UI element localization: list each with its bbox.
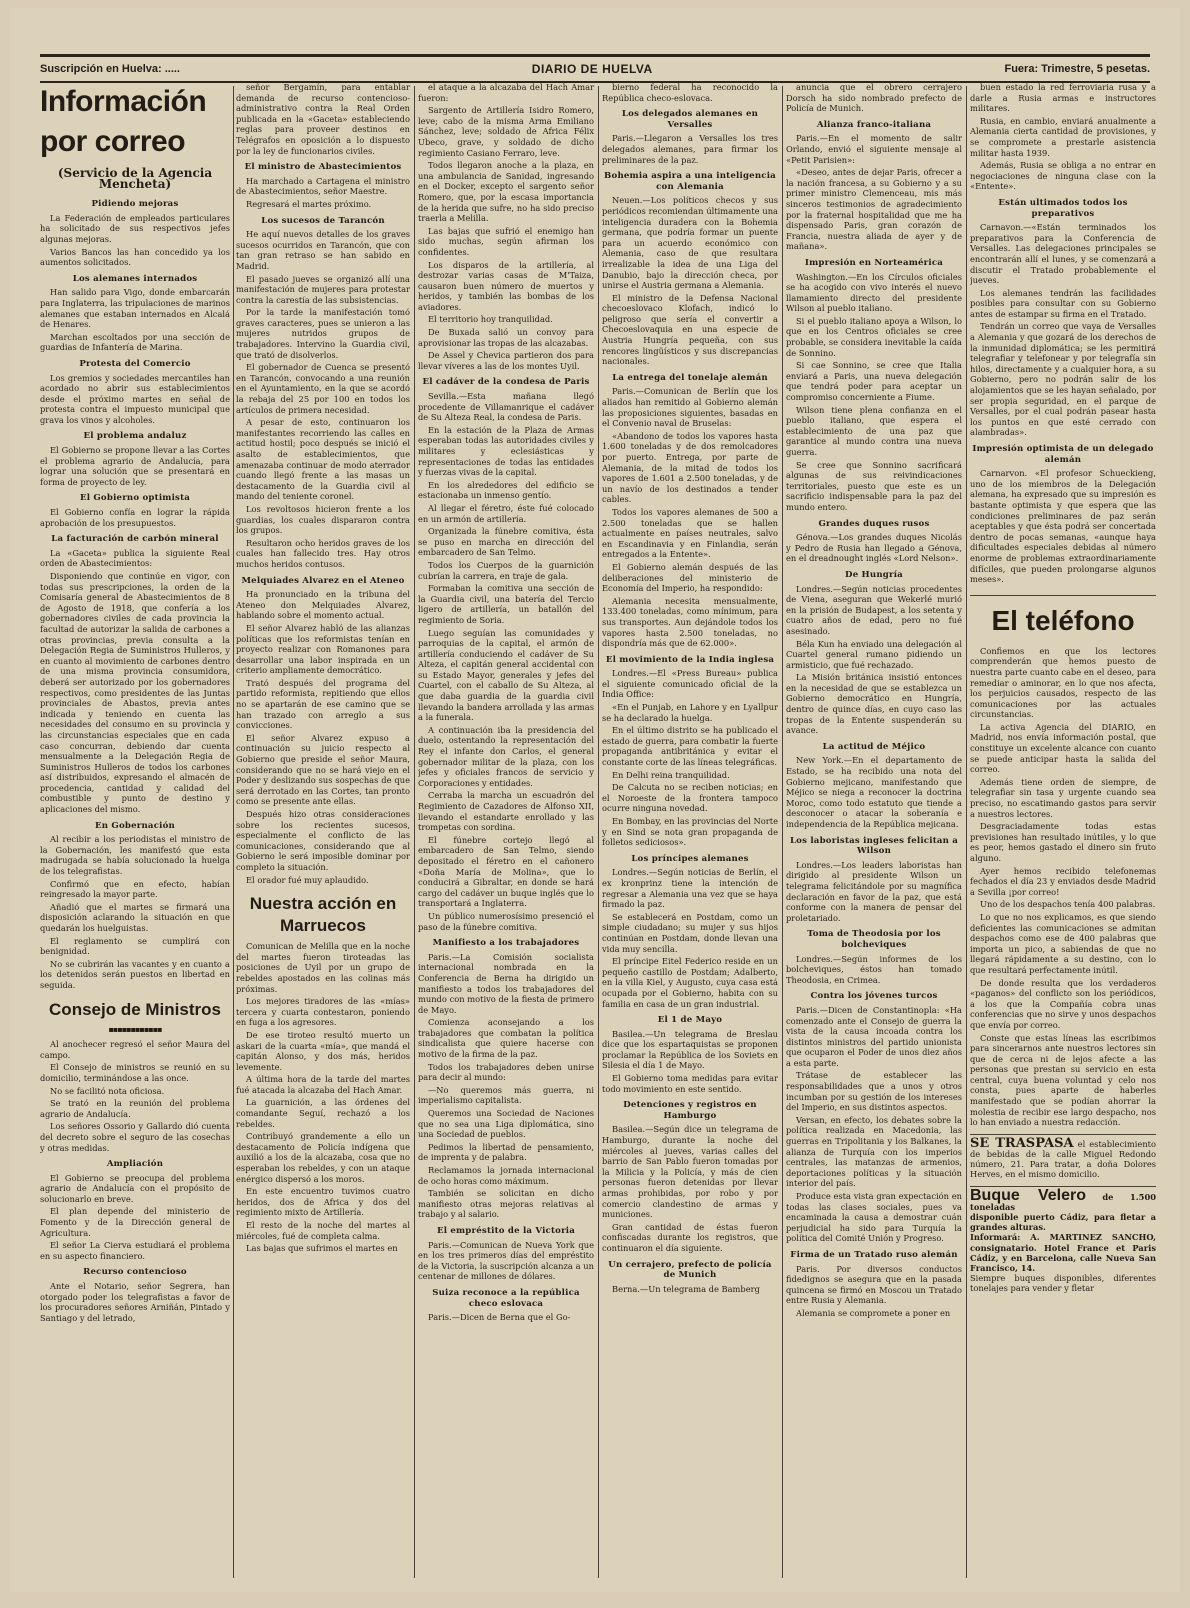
paragraph: Washington.—En los Círculos oficiales se ha acogido con vivo interés el nuevo llamamiento directo del presidente Wilson al pueblo italiano. xyxy=(786,271,962,314)
paragraph: Basilea.—Según dice un telegrama de Hamburgo, durante la noche del miércoles al jueves, varias calles del barrio de San Pablo fueron tomadas por la Milicia y la Policía, y más de cien personas fueron detenidas por llevar armas prohibidas, por robo y por comercio clandestino de armas y municiones. xyxy=(602,1124,778,1220)
main-subtitle: (Servicio de la Agencia Mencheta) xyxy=(57,166,213,191)
article-heading: Los príncipes alemanes xyxy=(631,853,749,864)
ad-lead: SE TRASPASA xyxy=(970,1135,1074,1151)
paragraph: Alemania necesita mensualmente, 133.400 toneladas, como mínimum, para sus transportes. Aun dejándole todos los vapores hasta 2.500 toneladas, no dispondría más que de 62.000». xyxy=(602,595,778,649)
paragraph: Neuen.—Los políticos checos y sus periódicos recomiendan últimamente una inteligencia duradera con la Bohemia germana, que podría formar un puente para un acuerdo económico con Alemania, caso de que resultara irrealizable la idea de una Liga del Danubio, bajo la dirección checa, por unirse el Austria germana a Alemania. xyxy=(602,195,778,291)
subscription-local: Suscripción en Huelva: ..... xyxy=(40,63,180,75)
paragraph: Paris. Por diversos conductos fidedignos se asegura que en la pasada quincena se firmó en Moscou un Tratado entre Rusia y Alemania. xyxy=(786,1263,962,1306)
article-heading: Melquiades Alvarez en el Ateneo xyxy=(241,575,405,586)
paragraph: Los gremios y sociedades mercantiles han acordado no abrir sus establecimientos desde el próximo martes en señal de protesta contra el impuesto municipal que grava los vinos y alcoholes. xyxy=(40,372,230,425)
paragraph: Han salido para Vigo, donde embarcarán para Inglaterra, las tripulaciones de marinos alemanes que estaban internados en Alcalá de Henares. xyxy=(40,287,230,330)
paragraph: El Gobierno alemán después de las deliberaciones del ministerio de Economía del Imperio, ha respondido: xyxy=(602,561,778,594)
paragraph: No se facilitó nota oficiosa. xyxy=(50,1085,165,1096)
paragraph: Los disparos de la artillería, al destrozar varias casas de M'Taiza, causaron buen número de muertos y heridos, y también las bombas de los aviadores. xyxy=(418,259,594,312)
paragraph: De donde resulta que los verdaderos «paganos» del conflicto son los periódicos, a los que la Compañía cobra unas conferencias que no sirve y unos despachos que envía por correo. xyxy=(970,977,1156,1030)
article-heading: Impresión optimista de un delegado alemán xyxy=(972,444,1154,465)
paragraph: Varios Bancos las han concedido ya los aumentos solicitados. xyxy=(40,246,230,268)
article-heading: El movimiento de la India inglesa xyxy=(605,654,775,665)
paragraph: Todos los Cuerpos de la guarnición cubrían la carrera, en traje de gala. xyxy=(418,559,594,581)
paragraph: El Gobierno toma medidas para evitar todo movimiento en este sentido. xyxy=(602,1073,778,1094)
paragraph: El señor La Cierva estudiará el problema en su aspecto financiero. xyxy=(40,1240,230,1261)
paragraph: Londres.—Según noticias de Berlín, el ex kronprinz tiene la intención de regresar a Alemania una vez que se haya firmado la paz. xyxy=(602,867,778,910)
article-heading: De Hungría xyxy=(845,569,903,580)
article-heading: Grandes duques rusos xyxy=(818,518,930,529)
paragraph: En Delhi reina tranquilidad. xyxy=(612,769,730,780)
paragraph: Carnarvon. «El profesor Schueckieng, uno de los miembros de la Delegación alemana, ha expresado que su impresión es bastante optimista y que espera que las condiciones preliminares de paz serán aceptables y que ésta podrá ser concertada dentro de pocas semanas, «aunque haya dificultades especiales debidas al número enorme de problemas extraordinariamente difíciles, que pueden prolongarse algunos meses». xyxy=(970,468,1156,585)
article-heading: Firma de un Tratado ruso alemán xyxy=(790,1249,958,1260)
paragraph: Regresará el martes próximo. xyxy=(246,198,372,209)
paragraph: A última hora de la tarde del martes fué atacada la alcazaba del Hach Amar. xyxy=(236,1074,410,1095)
paragraph: El gobernador de Cuenca se presentó en Tarancón, convocando a una reunión en el Ayuntamiento, en la que se acordó la rebaja del 25 por 100 en todos los artículos de primera necesidad. xyxy=(236,362,410,415)
paragraph: buen estado la red ferroviaria rusa y a darle a Rusia armas e instructores militares. xyxy=(970,82,1156,114)
paragraph: A continuación iba la presidencia del duelo, ostentando la representación del Rey el infante don Carlos, el general gobernador militar de la plaza, con los jefes y oficiales francos de servicio y Corporaciones y entidades. xyxy=(418,724,594,788)
paragraph: Un público numerosísimo presenció el paso de la fúnebre comitiva. xyxy=(418,910,594,932)
paragraph: Ante el Notario, señor Segrera, han otorgado poder los telegrafistas a favor de los procuradores señores Arniñán, Pintado y Santiago y del letrado, xyxy=(40,1281,230,1323)
article-heading: Están ultimados todos los preparativos xyxy=(998,197,1128,219)
paragraph: Wilson tiene plena confianza en el pueblo italiano, que espera el establecimiento de una paz que garantice al mundo contra una nueva guerra. xyxy=(786,404,962,457)
paragraph: Sargento de Artillería Isidro Romero, leve; cabo de la misma Arma Emiliano Sánchez, leve; soldado de Africa Félix Ubeco, grave, y soldado de dicho regimiento Casiano Ferraro, leve. xyxy=(418,105,594,158)
paragraph: El señor Alvarez expuso a continuación su juicio respecto al Gobierno que preside el señor Maura, considerando que no se hará viejo en el Poder y deslizando sus sospechas de que será derrotado en las Cortes, tan pronto como se presente ante ellas. xyxy=(236,732,410,807)
paragraph: El ministro de la Defensa Nacional checoeslovaco Klofach, indicó lo peligroso que sería el convertir a Checoeslovaquia en una especie de Austria Hungría pequeña, con sus rencores lingüísticos y sus discrepancias nacionales. xyxy=(602,292,778,367)
paragraph: «Deseo, antes de dejar Paris, ofrecer a la nación francesa, a su Gobierno y a su primer ministro Clemenceau, mis más sinceros testimonios de agradecimiento por la fraternal hospitalidad que me ha dispensado Paris, gran corazón de Francia, nuestra aliada de ayer y de mañana». xyxy=(786,167,962,252)
paragraph: Los revoltosos hicieron frente a los guardias, los cuales dispararon contra los grupos. xyxy=(236,503,410,536)
paragraph: Se establecerá en Postdam, como un simple ciudadano; su mujer y sus hijos continúan en Postdam, donde llevan una vida muy sencilla. xyxy=(602,911,778,954)
paragraph: El Gobierno se preocupa del problema agrario de Andalucía con el propósito de solucionarlo en breve. xyxy=(40,1172,230,1204)
paragraph: Formaban la comitiva una sección de la Guardia civil, una batería del Tercio ligero de artillería, un batallón del regimiento de Soria. xyxy=(418,583,594,625)
paragraph: Basilea.—Un telegrama de Breslau dice que los espartaquistas se proponen proclamar la República de los Soviets en Silesia el día 1 de Mayo. xyxy=(602,1028,778,1071)
column-3 xyxy=(418,82,594,1582)
paragraph: Al recibir a los periodistas el ministro de la Gobernación, les manifestó que esta madrugada se había solucionado la huelga de los telegrafistas. xyxy=(40,834,230,877)
paragraph: Uno de los despachos tenía 400 palabras. xyxy=(980,899,1156,910)
paragraph: La activa Agencia del DIARIO, en Madrid, nos envía información postal, que constituye un excelente alcance con cuanto se puede anticipar hasta la salida del correo. xyxy=(970,721,1156,775)
paragraph: Paris.—En el momento de salir Orlando, envió el siguiente mensaje al «Petit Parisien»: xyxy=(786,133,962,165)
paragraph: Disponiendo que continúe en vigor, con todas sus prescripciones, la orden de la Comisaría general de Abastecimientos de 8 de Agosto de 1918, que confería a los gobernadores civiles de cada provincia la facultad de autorizar la salida de carbones a otras provincias, previa consulta a la Delegación Regia de Suministros Hulleros, y en cuanto al movimiento de carbones dentro de una misma provincia consumidora, deberá ser autorizado por los gobernadores respectivos, como presidentes de las Juntas provinciales de Abastos, previa antes indicada y teniendo en cuenta las necesidades del consumo en su provincia y las circunstancias especiales que en cada caso concurran, debiendo dar cuenta mensualmente a la Delegación Regia de Suministros Hulleros de todos los carbones así distribuidos, expresando el almacén de procedencia, cantidad y calidad del combustible y punto de destino y aplicaciones del mismo. xyxy=(40,571,230,815)
paragraph: Si el pueblo italiano apoya a Wilson, lo que en los Centros oficiales se cree probable, se considera inevitable la caída de Sonnino. xyxy=(786,315,962,358)
paragraph: Al llegar el féretro, éste fué colocado en un armón de artillería. xyxy=(418,502,594,524)
paragraph: Se trató en la reunión del problema agrario de Andalucía. xyxy=(40,1098,230,1119)
column-rule xyxy=(233,86,234,1578)
paragraph: Queremos una Sociedad de Naciones que no sea una Liga diplomática, sino una Sociedad de pueblos. xyxy=(418,1108,594,1140)
article-heading: La actitud de Méjico xyxy=(822,741,926,752)
paragraph: De ese tiroteo resultó muerto un askari de la cuarta «mía», que mandá el capitán Alonso, y dos más, heridos levemente. xyxy=(236,1029,410,1072)
paragraph: En los alrededores del edificio se estacionaba un inmenso gentío. xyxy=(418,479,594,501)
paragraph: Paris.—Dicen de Berna que el Go- xyxy=(428,1312,571,1323)
classified-ad-traspaso xyxy=(970,1134,1156,1180)
paragraph: Sevilla.—Esta mañana llegó procedente de Villamanrique el cadáver de Su Alteza Real, la condesa de Paris. xyxy=(418,391,594,423)
column-rule xyxy=(966,86,967,1578)
paragraph: Gran cantidad de éstas fueron confiscadas durante los registros, que continuaron el día siguiente. xyxy=(602,1221,778,1253)
ad-tonnage: de 1.500 toneladas xyxy=(970,1191,1156,1212)
paragraph: el ataque a la alcazaba del Hach Amar fueron: xyxy=(418,82,594,103)
paragraph: Berna.—Un telegrama de Bamberg xyxy=(612,1283,760,1294)
paragraph: Rusia, en cambio, enviará anualmente a Alemania cierta cantidad de provisiones, y se compromete a prestarle asistencia militar hasta 1939. xyxy=(970,115,1156,158)
paragraph: Lo que no nos explicamos, es que siendo deficientes las comunicaciones se admitan despachos como ese de 400 palabras que importa un pico, a sabiendas de que no llegará rápidamente a su destino, con lo que resultará perfectamente inútil. xyxy=(970,911,1156,975)
paragraph: El resto de la noche del martes al miércoles, fué de completa calma. xyxy=(236,1220,410,1241)
article-heading: Contra los jóvenes turcos xyxy=(810,991,938,1002)
article-heading: Suiza reconoce a la república checo eslovaca xyxy=(432,1287,580,1309)
paragraph: Marchan escoltados por una sección de guardias de Infantería de Marina. xyxy=(40,331,230,353)
paragraph: Carnavon.—«Están terminados los preparativos para la Conferencia de Versalles. Las delegaciones principales se encontrarán allí el lunes, y se comenzará a discutir el Tratado probablemente el jueves. xyxy=(970,222,1156,286)
paragraph: La «Gaceta» publica la siguiente Real orden de Abastecimientos: xyxy=(40,547,230,569)
paragraph: De Assel y Chevica partieron dos para llevar víveres a las de los montes Uyil. xyxy=(418,350,594,371)
section-heading: Nuestra acción en Marruecos xyxy=(249,894,397,936)
paragraph: Luego seguían las comunidades y parroquias de la capital, el armón de artillería conduciendo el cadáver de Su Alteza, el capitán general accidental con su Estado Mayor, generales y jefes del Cuartel, con el caballo de Su Alteza, al que daba guardia de la guardia civil llevando la bandera arrollada y las armas a la funerala. xyxy=(418,627,594,723)
column-2 xyxy=(236,82,410,1582)
article-heading: El ministro de Abastecimientos xyxy=(244,162,402,173)
article-heading: Pidiendo mejoras xyxy=(91,199,179,210)
paragraph: En este encuentro tuvimos cuatro heridos, dos de Africa y dos del regimiento mixto de Artillería. xyxy=(236,1186,410,1218)
column-rule xyxy=(414,86,415,1578)
ad-text: Siempre buques disponibles, diferentes tonelajes para vender y fletar xyxy=(970,1273,1156,1294)
subscription-outside: Fuera: Trimestre, 5 pesetas. xyxy=(1004,63,1150,75)
paragraph: El príncipe Eitel Federico reside en un pequeño castillo de Postdam; Adalberto, en la villa Kiel, y Augusto, cuya casa está ocupada por el Gobierno, habita con su familia en casa de un gran industrial. xyxy=(602,956,778,1009)
paragraph: La guarnición, a las órdenes del comandante Seguí, rechazó a los rebeldes. xyxy=(236,1097,410,1129)
article-heading: Toma de Theodosia por los bolcheviques xyxy=(807,929,941,950)
article-heading: Los alemanes internados xyxy=(72,273,198,284)
paragraph: El Gobierno se propone llevar a las Cortes el problema agrario de Andalucía, para lograr una solución que se presentará en forma de proyecto de ley. xyxy=(40,445,230,487)
paragraph: El plan depende del ministerio de Fomento y de la Dirección general de Agricultura. xyxy=(40,1206,230,1238)
paragraph: De Calcuta no se reciben noticias; en el Noroeste de la frontera tampoco ocurre ninguna novedad. xyxy=(602,782,778,814)
article-heading: Bohemia aspira a una inteligencia con Alemania xyxy=(604,171,776,192)
paragraph: Trató después del programa del partido reformista, repitiendo que ellos no se apartarán de ese camino que se han trazado con arreglo a sus convicciones. xyxy=(236,677,410,731)
column-1 xyxy=(40,82,230,1582)
paragraph: Comunican de Melilla que en la noche del martes fueron tiroteadas las posiciones de Uyil por un grupo de rebeldes apostados en las colinas más próximas. xyxy=(236,941,410,994)
column-4 xyxy=(602,82,778,1582)
paragraph: Paris.—Dicen de Constantinopla: «Ha comenzado ante el Consejo de guerra la vista de la causa incoada contra los distintos ministros del partido unionista que ocuparon el Poder de unos diez años a esta parte. xyxy=(786,1004,962,1068)
article-heading: El Gobierno optimista xyxy=(79,493,191,504)
paragraph: Reclamamos la jornada internacional de ocho horas como máximum. xyxy=(418,1165,594,1186)
main-headline: Información por correo xyxy=(40,85,207,158)
classified-ad-buque xyxy=(970,1186,1156,1294)
paragraph: Alemania se compromete a poner en xyxy=(796,1307,951,1318)
section-heading: Consejo de Ministros xyxy=(49,999,221,1019)
paragraph: Además, Rusia se obliga a no entrar en negociaciones de ninguna clase con la «Entente». xyxy=(970,160,1156,192)
article-heading: Protesta del Comercio xyxy=(79,358,191,369)
article-heading: Los delegados alemanes en Versalles xyxy=(621,109,759,130)
paragraph: La Misión británica insistió entonces en la necesidad de que se establezca un Gobierno democrático en Hungría, dentro de quince días, en cuyo caso las tropas de la Entente suspenderán su avance. xyxy=(786,672,962,736)
article-heading: Ampliación xyxy=(106,1159,164,1170)
article-heading: La entrega del tonelaje alemán xyxy=(612,372,768,383)
paragraph: Versan, en efecto, los debates sobre la política realizada en Macedonia, las guerras en Tripolitania y los Balkanes, la alianza de Turquía con los imperios centrales, las matanzas de armenios, deportaciones políticas y la situación interior del país. xyxy=(786,1114,962,1189)
paragraph: Después hizo otras consideraciones sobre los recientes sucesos, especialmente el conflicto de las comunicaciones, considerando que al Gobierno le será imposible dominar por completo la situación. xyxy=(236,809,410,872)
ad-text: Informará: A. MARTINEZ SANCHO, consignatario. Hotel France et Paris Cádiz, y en Barcelona, calle Nueva San Francisco, 14. xyxy=(970,1232,1156,1274)
ad-text: disponible puerto Cádiz, para fletar a grandes alturas. xyxy=(970,1212,1156,1233)
paragraph: Al anochecer regresó el señor Maura del campo. xyxy=(40,1039,230,1060)
paragraph: Paris.—Comunican de Berlín que los aliados han remitido al Gobierno alemán las proposiciones siguientes, basadas en el Convenio naval de Bruselas: xyxy=(602,386,778,429)
article-heading: Manifiesto a los trabajadores xyxy=(432,938,580,949)
paragraph: En la estación de la Plaza de Armas esperaban todas las autoridades civiles y militares y eclesiásticas y representaciones de todas las entidades y fuerzas vivas de la capital. xyxy=(418,424,594,478)
paragraph: Produce esta vista gran expectación en todas las clases sociales, pues va encaminada la causa a demostrar cuán perjudicial ha sido para Turquía la política del Comité Unión y Progreso. xyxy=(786,1191,962,1244)
article-heading: Alianza franco-italiana xyxy=(816,119,932,130)
paragraph: Londres.—El «Press Bureau» publica el siguiente comunicado oficial de la India Office: xyxy=(602,668,778,700)
newspaper-title: DIARIO DE HUELVA xyxy=(531,62,653,76)
paragraph: Paris.—Llegaron a Versalles los tres delegados alemanes, para firmar los preliminares de la paz. xyxy=(602,133,778,165)
column-rule xyxy=(782,86,783,1578)
paragraph: «Abandono de todos los vapores hasta 1.600 toneladas y de dos remolcadores por puerto. Entrega, por parte de Alemania, de la mitad de todos los vapores de 1.601 a 2.500 toneladas, y de un navío de los destinados a tender cables. xyxy=(602,430,778,505)
paragraph: Los mejores tiradores de las «mías» tercera y cuarta contestaron, poniendo en fuga a los agresores. xyxy=(236,996,410,1028)
paragraph: También se solicitan en dicho manifiesto otras mejoras relativas al trabajo y al salario. xyxy=(418,1188,594,1220)
article-heading: Recurso contencioso xyxy=(83,1267,187,1278)
column-rule xyxy=(598,86,599,1578)
ad-title: Buque Velero xyxy=(970,1186,1086,1204)
paragraph: Contribuyó grandemente a ello un destacamento de Policía indígena que auxilió a los de la alcazaba, cosa que no esperaban los rebeldes, y con un ataque enérgico dispersó a los moros. xyxy=(236,1131,410,1184)
paragraph: Todos llegaron anoche a la plaza, en una ambulancia de Sanidad, ingresando en el Docker, excepto el sargento señor Romero, que, por la escasa importancia de la herida que sufre, no ha sido preciso traerla a Melilla. xyxy=(418,160,594,224)
paragraph: El fúnebre cortejo llegó al embarcadero de San Telmo, siendo depositado el féretro en el cañonero «Doña María de Molina», que lo conducirá a Gibraltar, en donde se hará cargo del cadáver un buque inglés que lo transportará a Inglaterra. xyxy=(418,834,594,909)
paragraph: Conste que estas líneas las escribimos para sincerarnos ante nuestros lectores sin que de cerca ni de lejos afecte a las personas que prestan su servicio en esta central, cuya buena voluntad y celo nos consta, pues aparte de haberles manifestado que se podían ahorrar la molestia de recibir ese largo despacho, nos lo han enviado a nuestra redacción. xyxy=(970,1032,1156,1128)
paragraph: En el último distrito se ha publicado el estado de guerra, para combatir la fuerte propaganda antibritánica y evitar el constante corte de las líneas telegráficas. xyxy=(602,725,778,768)
telefono-heading: El teléfono xyxy=(970,595,1156,638)
paragraph: Desgraciadamente todas estas previsiones han resultado inútiles, y lo que es peor, hemos gastado el dinero sin fruto alguno. xyxy=(970,821,1156,863)
article-heading: Un cerrajero, prefecto de policía de Munich xyxy=(608,1259,772,1281)
paragraph: El orador fué muy aplaudido. xyxy=(246,874,369,885)
article-heading: Los laboristas ingleses felicitan a Wilson xyxy=(789,835,959,857)
paragraph: Ha marchado a Cartagena el ministro de Abastecimientos, señor Maestre. xyxy=(236,175,410,197)
paragraph: Comienza aconsejando a los trabajadores que combatan la política sindicalista que quiere hacerse con motivo de la firma de la paz. xyxy=(418,1017,594,1060)
column-5 xyxy=(786,82,962,1582)
divider: ▪▪▪▪▪▪▪▪▪▪▪▪ xyxy=(108,1024,162,1034)
paragraph: De Buxada salió un convoy para aprovisionar las tropas de las alcazabas. xyxy=(418,327,594,348)
paragraph: señor Bergamín, para entablar demanda de recurso contencioso-administrativo contra la Real Orden publicada en la «Gaceta» estableciendo reglas para proveer destinos en Telégrafos en oposición a lo dispuesto por la ley de funcionarios civiles. xyxy=(236,82,410,156)
paragraph: Cerraba la marcha un escuadrón del Regimiento de Cazadores de Alfonso XII, llevando el estandarte enrollado y las trompetas con sordina. xyxy=(418,790,594,833)
newspaper-page xyxy=(10,8,1180,1592)
paragraph: Por la tarde la manifestación tomó graves caracteres, pues se unieron a las mujeres nutridos grupos de trabajadores. Intervino la Guardia civil, que trató de disolverlos. xyxy=(236,307,410,360)
paragraph: Todos los vapores alemanes de 500 a 2.500 toneladas que se hallen actualmente en países neutrales, salvo en Escandinavia y en Finlandia, serán entregados a la Entente». xyxy=(602,506,778,560)
paragraph: He aquí nuevos detalles de los graves sucesos ocurridos en Tarancón, que con tan gran retraso se han sabido en Madrid. xyxy=(236,229,410,271)
paragraph: El territorio hoy tranquilidad. xyxy=(428,314,553,325)
paragraph: En Bombay, en las provincias del Norte y en Sind se nota gran propaganda de folletos sediciosos». xyxy=(602,816,778,848)
paragraph: Paris.—La Comisión socialista internacional nombrada en la Conferencia de Berna ha dirigido un manifiesto a todos los trabajadores del mundo con motivo de la fiesta de primero de Mayo. xyxy=(418,951,594,1015)
paragraph: Si cae Sonnino, se cree que Italia enviará a Paris, una nueva delegación que tendrá poder para aceptar un compromiso concerniente a Fiume. xyxy=(786,360,962,403)
article-heading: El cadáver de la condesa de Paris xyxy=(422,377,590,388)
column-6 xyxy=(970,82,1156,1582)
paragraph: Organizada la fúnebre comitiva, ésta se puso en marcha en dirección del embarcadero de San Telmo. xyxy=(418,526,594,558)
paragraph: bierno federal ha reconocido la República checo-eslovaca. xyxy=(602,82,778,103)
paragraph: Las bajas que sufrió el enemigo han sido muchas, según afirman los confidentes. xyxy=(418,225,594,257)
article-heading: El 1 de Mayo xyxy=(657,1015,723,1026)
article-heading: La facturación de carbón mineral xyxy=(51,534,219,545)
paragraph: Además tiene orden de siempre, de telegrafiar sin tasa y urgente cuando sea preciso, no escatimando gastos para servir a nuestros lectores. xyxy=(970,776,1156,819)
paragraph: Béla Kun ha enviado una delegación al Cuartel general rumano pidiendo un armisticio, que fué rechazado. xyxy=(786,638,962,670)
paragraph: Londres.—Según noticias procedentes de Viena, aseguran que Wekerlé murió en la prisión de Budapest, a los setenta y cuatro años de edad, pero no fué asesinado. xyxy=(786,583,962,636)
paragraph: Paris.—Comunican de Nueva York que en los tres primeros días del empréstito de la Victoria, la suscripción alcanza a un centenar de millones de dólares. xyxy=(418,1239,594,1282)
paragraph: Trátase de establecer las responsabilidades que a unos y otros incumban por su gestión de los intereses del Imperio, en sus distintos aspectos. xyxy=(786,1070,962,1113)
paragraph: El Consejo de ministros se reunió en su domicilio, terminándose a las once. xyxy=(40,1062,230,1083)
paragraph: Londres.—Según informes de los bolcheviques, éstos han tomado Theodosia, en Crimea. xyxy=(786,953,962,985)
paragraph: Todos los trabajadores deben unirse para decir al mundo: xyxy=(418,1061,594,1083)
article-heading: Detenciones y registros en Hamburgo xyxy=(623,1100,757,1121)
paragraph: Se cree que Sonnino sacrificará algunas de sus reivindicaciones territoriales, puesto que este es un sacrificio indispensable para la paz del mundo entero. xyxy=(786,459,962,512)
paragraph: Las bajas que sufrimos el martes en xyxy=(246,1243,398,1254)
paragraph: Los señores Ossorio y Gallardo dió cuenta del decreto sobre el seguro de las cosechas y otras medidas. xyxy=(40,1121,230,1153)
article-heading: Impresión en Norteamérica xyxy=(804,257,944,268)
article-heading: Los sucesos de Tarancón xyxy=(261,215,385,226)
ad-text: el establecimiento de bebidas de la calle Miguel Redondo número, 21. Para tratar, a doña Dolores Herves, en el mismo domicilio. xyxy=(970,1138,1156,1180)
paragraph: El pasado jueves se organizó allí una manifestación de mujeres para protestar contra la carestía de las subsistencias. xyxy=(236,273,410,305)
paragraph: —No queremos más guerra, ni imperialismo capitalista. xyxy=(418,1084,594,1106)
paragraph: Confirmó que en efecto, habían reingresado la mayor parte. xyxy=(40,878,230,900)
paragraph: A pesar de esto, continuaron los manifestantes recorriendo las calles en actitud hostil; poco después se inició el asalto de establecimientos, que amenazaba continuar de modo aterrador cuando llegó frente a las masas un destacamento de la Guardia civil al mando del teniente coronel. xyxy=(236,417,410,502)
paragraph: Confiemos en que los lectores comprenderán que hemos puesto de nuestra parte cuanto cabe en el deseo, para remediar o aminorar, en lo que nos afecta, los perjuicios causados, respecto de las comunicaciones por las actuales circunstancias. xyxy=(970,645,1156,720)
article-heading: En Gobernación xyxy=(95,820,175,831)
paragraph: New York.—En el departamento de Estado, se ha recibido una nota del Gobierno mejicano, manifestando que Méjico se niega a reconocer la doctrina Moroc, como todo estatuto que tiende a desconocer o atacar la soberanía e independencia de la República mejicana. xyxy=(786,755,962,829)
paragraph: Pedimos la libertad de pensamiento, de imprenta y de palabra. xyxy=(418,1141,594,1163)
columns xyxy=(40,82,1160,1588)
paragraph: El Gobierno confía en lograr la rápida aprobación de los presupuestos. xyxy=(40,507,230,528)
paragraph: Génova.—Los grandes duques Nicolás y Pedro de Rusia han llegado a Génova, en el dreadnought inglés «Lord Nelson». xyxy=(786,532,962,564)
paragraph: El señor Alvarez habló de las alianzas políticas que los reformistas tenían en proyecto realizar con Romanones para desarrollar una labor inspirada en un criterio ampliamente democrático. xyxy=(236,622,410,676)
paragraph: Ha pronunciado en la tribuna del Ateneo don Melquiades Alvarez, hablando sobre el momento actual. xyxy=(236,589,410,621)
paragraph: Tendrán un correo que vaya de Versalles a Alemania y que gozará de los derechos de la inmunidad diplomática; se les permitirá telegrafiar y telefonear y por telegrafía sin hilos, directamente y a cualquier hora, a su Gobierno, pero no podrán salir de los alojamientos que se les hayan señalado, por ser propia seguridad, en el parque de Versalles, por el cual podrán pasear hasta los puntos en que esté cerrado con alambradas». xyxy=(970,321,1156,438)
paragraph: anuncia que el obrero cerrajero Dorsch ha sido nombrado prefecto de Policía de Munich. xyxy=(786,82,962,114)
paragraph: Añadió que el martes se firmará una disposición aclarando la situación en que quedarán los huelguistas. xyxy=(40,901,230,933)
paragraph: El reglamento se cumplirá con benignidad. xyxy=(40,935,230,957)
article-heading: El empréstito de la Victoria xyxy=(436,1225,576,1236)
paragraph: Londres.—Los leaders laboristas han dirigido al presidente Wilson un telegrama felicitándole por su magnífica declaración en favor de la paz, que está conforme con la manera de pensar del proletariado. xyxy=(786,859,962,923)
paragraph: La Federación de empleados particulares ha solicitado de sus respectivos jefes algunas mejoras. xyxy=(40,212,230,244)
paragraph: Los alemanes tendrán las facilidades posibles para consultar con su Gobierno antes de estampar su firma en el Tratado. xyxy=(970,287,1156,319)
masthead xyxy=(40,54,1150,83)
paragraph: «En el Punjab, en Lahore y en Lyallpur se ha declarado la huelga. xyxy=(602,702,778,723)
paragraph: No se cubrirán las vacantes y en cuanto a los detenidos serán puestos en libertad en seguida. xyxy=(40,958,230,990)
paragraph: Ayer hemos recibido telefonemas fechados el día 23 y enviados desde Madrid a Sevilla ¡por correo! xyxy=(970,865,1156,897)
paragraph: Resultaron ocho heridos graves de los cuales han fallecido tres. Hay otros muchos heridos contusos. xyxy=(236,537,410,569)
article-heading: El problema andaluz xyxy=(83,431,187,442)
